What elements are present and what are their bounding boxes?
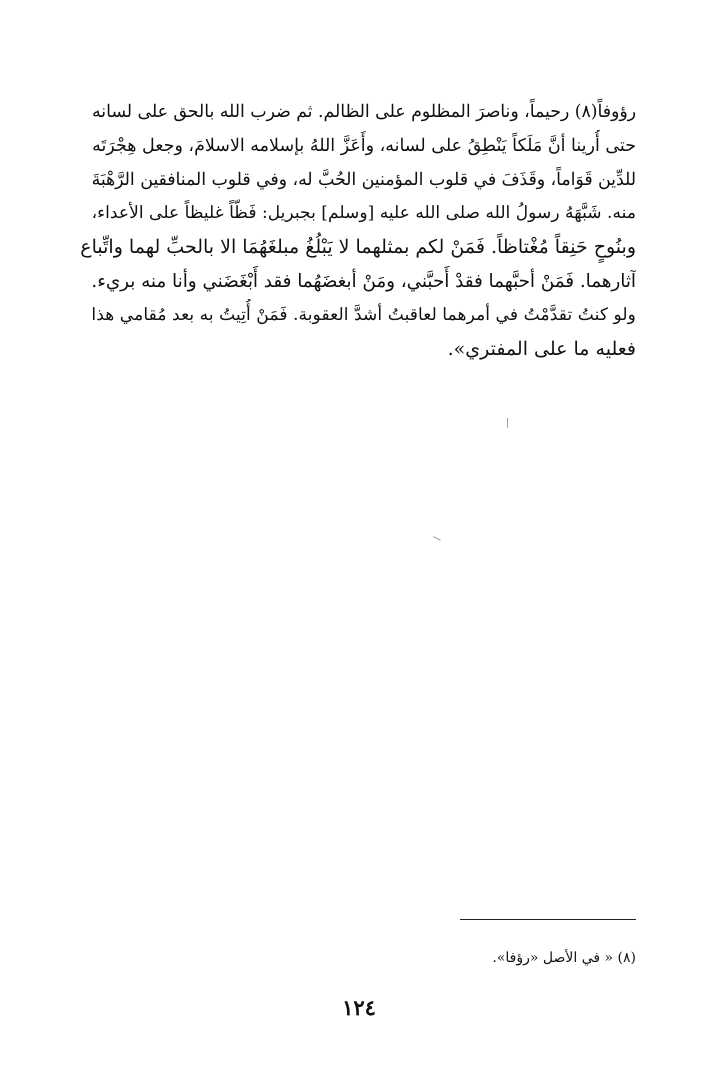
text-line: فعليه ما على المفتري».: [447, 337, 636, 360]
text-line: رؤوفاً(٨) رحيماً، وناصرَ المظلوم على الظالم. ثم ضرب الله بالحق على لسانه: [92, 102, 636, 122]
text-line: منه. شَبَّهَهُ رسولُ الله صلى الله عليه [وسلم] بجبريل: فَظّاً غليظاً على الأعداء،: [91, 203, 636, 224]
page-number: ١٢٤: [342, 995, 376, 1020]
scan-speck: [507, 418, 508, 428]
text-line: آثارهما. فَمَنْ أحبَّهما فقدْ أَحبَّني، ومَنْ أبغضَهُما فقد أَبْغَضَني وأنا منه بريء.: [91, 270, 636, 292]
footnote: (٨) « في الأصل «رؤفا».: [492, 950, 636, 966]
text-line: ولو كنتُ تقدَّمْتُ في أمرهما لعاقبتُ أشدَّ العقوبة. فَمَنْ أُتِيتُ به بعد مُقامي هذا: [91, 304, 636, 325]
scan-speck: [433, 536, 441, 541]
main-text-block: [80, 96, 636, 366]
text-line: للدِّين قَوَاماً، وقَذَفَ في قلوب المؤمنين الحُبَّ له، وفي قلوب المنافقين الرَّهْبَةَ: [91, 169, 636, 190]
text-line: حتى أُرينا أنَّ مَلَكاً يَنْطِقُ على لسانه، وأَعَزَّ اللهُ بإسلامه الاسلامَ، وجعل هِجْرَتَه: [92, 135, 636, 156]
text-line: وبنُوحٍ حَنِقاً مُغْتاظاً. فَمَنْ لكم بمثلهما لا يَبْلُغُ مبلغَهُمَا الا بالحبِّ لهما واتِّباع: [80, 236, 636, 259]
footnote-separator: [460, 919, 636, 920]
